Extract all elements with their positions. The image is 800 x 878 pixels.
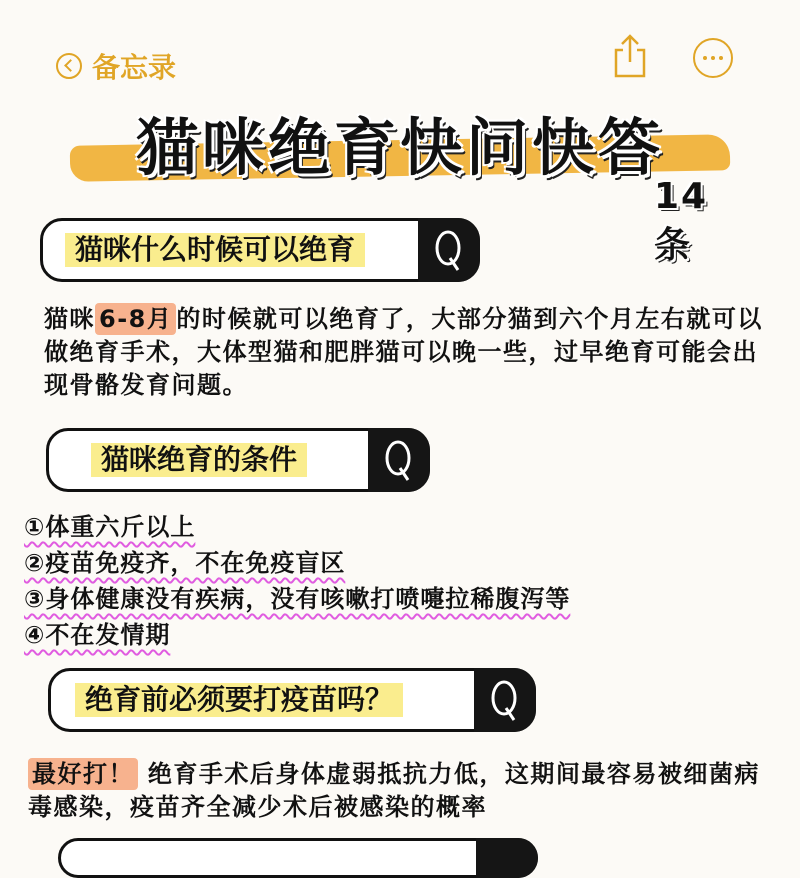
list-item: ④不在发情期 [24,621,171,649]
conditions-list [24,510,570,654]
answer-paragraph-1: 猫咪 6-8月 的时候就可以绝育了，大部分猫到六个月左右就可以做绝育手术，大体型猫和肥胖猫可以晚一些，过早绝育可能会出现骨骼发育问题。 [44,305,763,399]
highlight-age: 6-8月 [95,303,176,335]
search-icon [476,838,538,878]
list-item: ①体重六斤以上 [24,513,196,541]
search-icon [418,218,480,282]
question-card-4-partial[interactable] [58,838,538,878]
question-label: 猫咪什么时候可以绝育 [65,233,365,267]
back-label: 备忘录 [92,51,177,84]
title-count: 14条 [654,176,709,266]
question-card-1[interactable] [40,218,480,282]
search-icon [474,668,536,732]
chevron-left-icon [56,53,82,79]
title-text: 猫咪绝育快问快答 [135,111,664,184]
answer-paragraph-3: 最好打！ 绝育手术后身体虚弱抵抗力低，这期间最容易被细菌病毒感染，疫苗齐全减少术后被感染的概率 [28,760,760,821]
question-label: 猫咪绝育的条件 [91,443,307,477]
question-card-3[interactable] [48,668,536,732]
share-icon[interactable] [612,34,648,78]
list-item: ③身体健康没有疾病，没有咳嗽打喷嚏拉稀腹泻等 [24,585,571,613]
search-icon [368,428,430,492]
highlight-recommend: 最好打！ [28,758,138,790]
question-label: 绝育前必须要打疫苗吗？ [75,683,403,717]
back-button[interactable] [56,46,176,86]
list-item: ②疫苗免疫齐，不在免疫盲区 [24,549,346,577]
more-icon[interactable] [693,38,733,78]
question-card-2[interactable] [46,428,430,492]
